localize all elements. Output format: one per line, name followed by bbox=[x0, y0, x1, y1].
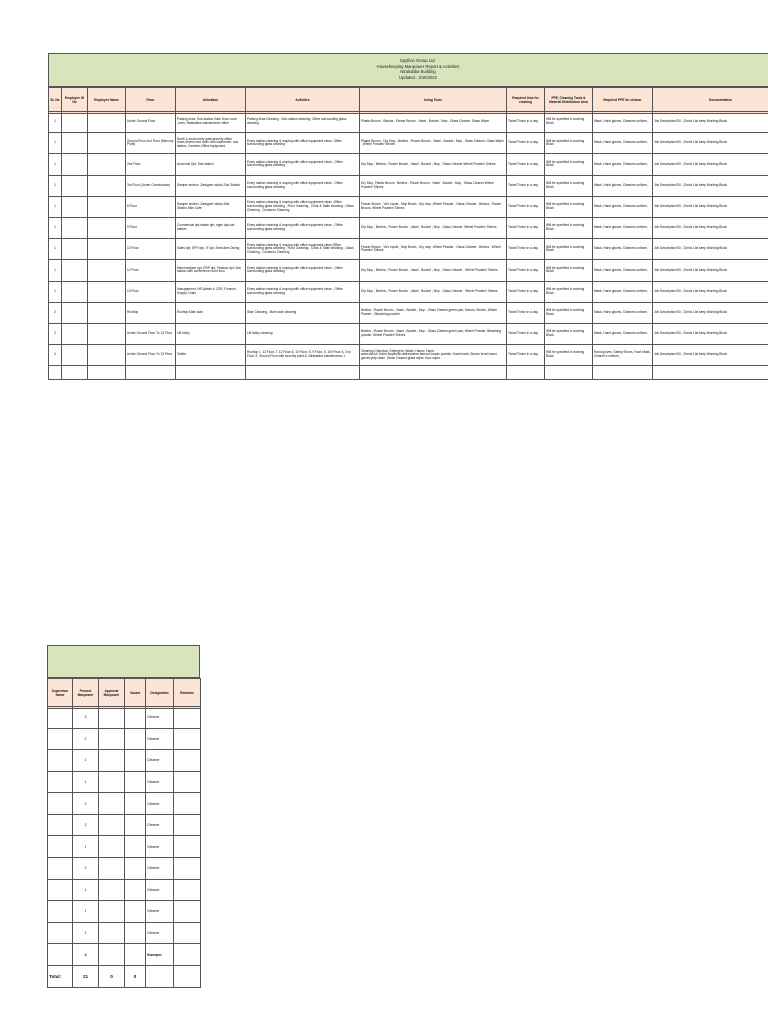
cell-ppe_area: Will be specified in working Block bbox=[545, 154, 593, 175]
cell-present: 1 bbox=[73, 750, 99, 772]
table-row bbox=[49, 239, 768, 260]
cell-empty bbox=[62, 175, 88, 196]
cell-approval bbox=[99, 771, 125, 793]
cell-time: Twice/Thrice in a day bbox=[507, 196, 545, 217]
cell-vacant bbox=[125, 858, 146, 880]
cell-sl: 2 bbox=[49, 323, 62, 344]
cell-floor: Under Ground Floor To 13 Floor bbox=[126, 345, 176, 366]
table-row bbox=[49, 196, 768, 217]
table-row bbox=[49, 112, 768, 133]
summary-row bbox=[48, 879, 201, 901]
cell-ppe_area: Will be specified in working Block bbox=[545, 175, 593, 196]
cell-tools: Cleaning Chemical, Detergent, Water, Harpic, Hand wash,Brush,Toiled,Napthelin,airfreshener,aerosol,harpic powder, Hand towel, Broom brush,hand gloves,jelly clean, Glass Cleaner,glass wiper, floor wiper. bbox=[360, 345, 507, 366]
cell-documentation: Job Description/SIl , Check List keep Working Block bbox=[653, 175, 768, 196]
cell-remarks bbox=[174, 750, 201, 772]
cell-supervisor bbox=[48, 922, 73, 944]
building-name: Nirakabba Building bbox=[400, 69, 436, 75]
cell-sl: 1 bbox=[49, 239, 62, 260]
cell-vacant bbox=[125, 793, 146, 815]
main-column-header: Using Tools bbox=[360, 88, 507, 114]
cell-empty bbox=[88, 366, 126, 380]
cell-vacant bbox=[125, 836, 146, 858]
cell-activities: Every station cleaning & moping with office equipment clean,Office surrounding glass cleaning , Floor Cleaning , Chair & Table cleaning , Glass Cleaning , Cockaroo Cleaning bbox=[246, 239, 360, 260]
total-approval: 0 bbox=[99, 965, 125, 987]
summary-row bbox=[48, 901, 201, 923]
cell-ppe_cleaner: Mask, Hand gloves, Cleaners uniform, bbox=[593, 217, 653, 238]
total-present: 21 bbox=[73, 965, 99, 987]
cell-empty bbox=[88, 345, 126, 366]
main-column-header: PPE, Cleaning Tools & Material Distribution Area bbox=[545, 88, 593, 114]
cell-activities: Every station cleaning & moping with office equipment clean , Office surrounding glass cleaning bbox=[246, 281, 360, 302]
cell-ppe_cleaner: Mask, Hand gloves, Cleaners uniform, bbox=[593, 196, 653, 217]
cell-activities: Every station cleaning & moping with office equipment clean , Office surrounding glass cleaning bbox=[246, 217, 360, 238]
cell-approval bbox=[99, 750, 125, 772]
cell-allocation: Lift lobby bbox=[176, 323, 246, 344]
cell-approval bbox=[99, 836, 125, 858]
cell-ppe_cleaner: Mask, Hand gloves, Cleaners uniform, bbox=[593, 323, 653, 344]
summary-column-header: Approval Manpower bbox=[99, 679, 125, 709]
cell-present: 1 bbox=[73, 901, 99, 923]
cell-empty bbox=[62, 366, 88, 380]
table-row bbox=[49, 217, 768, 238]
cell-supervisor bbox=[48, 793, 73, 815]
main-column-header: Allocation bbox=[176, 88, 246, 114]
cell-activities: Every station cleaning & moping with office equipment clean , Office surrounding glass cleaning bbox=[246, 154, 360, 175]
table-row bbox=[49, 281, 768, 302]
cell-allocation: Sample section ,Designer studio,Sub Station,Slim Cafe bbox=[176, 196, 246, 217]
cell-supervisor bbox=[48, 750, 73, 772]
cell-documentation: Job Description/SIl , Check List keep Working Block bbox=[653, 239, 768, 260]
summary-row bbox=[48, 922, 201, 944]
cell-ppe_area: Will be specified in working Block bbox=[545, 345, 593, 366]
cell-empty bbox=[62, 323, 88, 344]
cell-activities: Lift lobby cleaning bbox=[246, 323, 360, 344]
cell-present: 2 bbox=[73, 793, 99, 815]
cell-empty bbox=[88, 260, 126, 281]
cell-remarks bbox=[174, 922, 201, 944]
cell-tools: Dry Mop , Betcha , Flower Broom , Vasel , Bucket , Mop , Glass Cleaner , Wheel Powder/ Shines bbox=[360, 260, 507, 281]
cell-activities: Rooftop 1, 13 Floor-7, 12 Floor-6, 10 Floor- 5, 9 Floor- 5, 3rd Floor-5, 2nd Floor-3, Ground Floor with security point-6, Nirakabba maintenance-1 bbox=[246, 345, 360, 366]
cell-activities: Every station cleaning & moping with office equipment clean , Office surrounding glass cleaning bbox=[246, 260, 360, 281]
cell-floor: 2nd Floor bbox=[126, 154, 176, 175]
cell-empty bbox=[62, 133, 88, 154]
cell-present: 1 bbox=[73, 879, 99, 901]
cell-sl: 1 bbox=[49, 196, 62, 217]
cell-documentation: Job Description/SIl , Check List keep Working Block bbox=[653, 260, 768, 281]
cell-ppe_area: Will be specified in working Block bbox=[545, 281, 593, 302]
cell-vacant bbox=[125, 901, 146, 923]
cell-sl: 1 bbox=[49, 133, 62, 154]
cell-documentation: Job Description/SIl , Check List keep Working Block bbox=[653, 196, 768, 217]
cell-time: Twice/Thrice in a day bbox=[507, 239, 545, 260]
summary-row bbox=[48, 750, 201, 772]
cell-empty bbox=[62, 112, 88, 133]
cell-supervisor bbox=[48, 836, 73, 858]
cell-empty bbox=[88, 154, 126, 175]
cell-empty bbox=[62, 217, 88, 238]
cell-ppe_area: Will be specified in working Block bbox=[545, 112, 593, 133]
cell-designation: Cleaner bbox=[146, 793, 174, 815]
main-column-header: Documentation bbox=[653, 88, 768, 114]
cell-ppe_cleaner: Mask, Hand gloves, Cleaners uniform, bbox=[593, 302, 653, 323]
table-row bbox=[49, 154, 768, 175]
cell-present: 1 bbox=[73, 836, 99, 858]
cell-approval bbox=[99, 922, 125, 944]
cell-vacant bbox=[125, 944, 146, 966]
summary-row bbox=[48, 707, 201, 729]
cell-sl: 1 bbox=[49, 217, 62, 238]
cell-empty bbox=[62, 281, 88, 302]
cell-ppe_cleaner: Mask, Hand gloves, Cleaners uniform, bbox=[593, 154, 653, 175]
cell-documentation: Job Description/SIl , Check List keep Working Block bbox=[653, 217, 768, 238]
cell-empty bbox=[88, 239, 126, 260]
cell-approval bbox=[99, 728, 125, 750]
table-row bbox=[49, 260, 768, 281]
cell-empty bbox=[174, 965, 201, 987]
report-title-band bbox=[48, 53, 768, 87]
summary-row bbox=[48, 771, 201, 793]
main-table-body bbox=[48, 111, 768, 380]
updated-date: Updated : 3/15/2022 bbox=[399, 74, 437, 80]
cell-floor: 8 Floor bbox=[126, 196, 176, 217]
summary-row bbox=[48, 836, 201, 858]
cell-ppe_area: Will be specified in working Block bbox=[545, 323, 593, 344]
cell-remarks bbox=[174, 793, 201, 815]
cell-remarks bbox=[174, 944, 201, 966]
cell-tools: Plastic Broom , Betcha , Flower Broom , Vasel , Bucket , Mop , Glass Cleaner, Glass Wiper bbox=[360, 112, 507, 133]
cell-vacant bbox=[125, 771, 146, 793]
cell-ppe_cleaner: Mask, Hand gloves, Cleaners uniform, bbox=[593, 281, 653, 302]
cell-empty bbox=[88, 175, 126, 196]
cell-time: Twice/Thrice in a day bbox=[507, 154, 545, 175]
cell-tools: Dry Mop, Plastic Broom , Betcha , Flower Broom , Vasel , Bucket , Mop , Glass Cleaner,Wheel Powder/ Shines bbox=[360, 175, 507, 196]
cell-designation: Sweeper bbox=[146, 944, 174, 966]
cell-supervisor bbox=[48, 944, 73, 966]
cell-sl: 1 bbox=[49, 260, 62, 281]
cell-present: 1 bbox=[73, 771, 99, 793]
cell-time: Twice/Thrice in a day bbox=[507, 133, 545, 154]
cell-vacant bbox=[125, 879, 146, 901]
cell-approval bbox=[99, 858, 125, 880]
cell-remarks bbox=[174, 858, 201, 880]
summary-row bbox=[48, 944, 201, 966]
cell-vacant bbox=[125, 750, 146, 772]
cell-allocation: Rooftop,Main stair bbox=[176, 302, 246, 323]
cell-documentation: Job Description/SIl , Check List keep Working Block bbox=[653, 133, 768, 154]
cell-designation: Cleaner bbox=[146, 836, 174, 858]
cell-empty bbox=[126, 366, 176, 380]
cell-present: 2 bbox=[73, 858, 99, 880]
cell-ppe_cleaner: Hand gloves, Safety Shoes, Face Mask, Cleaner's uniform, bbox=[593, 345, 653, 366]
cell-ppe_cleaner: Mask, Hand gloves, Cleaners uniform, bbox=[593, 239, 653, 260]
cell-ppe_cleaner: Mask, Hand gloves, Cleaners uniform, bbox=[593, 260, 653, 281]
cell-time: Twice/Thrice in a day bbox=[507, 112, 545, 133]
cell-empty bbox=[246, 366, 360, 380]
cell-time: Twice/Thrice in a day bbox=[507, 217, 545, 238]
summary-table-body bbox=[47, 706, 201, 988]
cell-present: 4 bbox=[73, 944, 99, 966]
cell-ppe_area: Will be specified in working Block bbox=[545, 217, 593, 238]
cell-floor: 3rd Floor (Under Construction) bbox=[126, 175, 176, 196]
cell-allocation: Accounts Dpt, Sub station bbox=[176, 154, 246, 175]
cell-remarks bbox=[174, 771, 201, 793]
summary-column-header: Present Manpower bbox=[73, 679, 99, 709]
summary-column-header: Supervisor Name bbox=[48, 679, 73, 709]
cell-floor: Rooftop bbox=[126, 302, 176, 323]
main-column-header: Required time for cleaning bbox=[507, 88, 545, 114]
cell-vacant bbox=[125, 814, 146, 836]
cell-approval bbox=[99, 944, 125, 966]
cell-designation: Cleaner bbox=[146, 707, 174, 729]
cell-time: Twice/Thrice in a day bbox=[507, 175, 545, 196]
table-row bbox=[49, 133, 768, 154]
cell-vacant bbox=[125, 707, 146, 729]
cell-remarks bbox=[174, 707, 201, 729]
cell-tools: Flower Broom , Vim Liquid , Mop Brush , Dry mop ,Wheel Powder , Glass Cleaner , Betcha , Flower Broom, Wheel Powder/ Shines bbox=[360, 196, 507, 217]
cell-documentation: Job Description/SIl , Check List keep Working Block bbox=[653, 281, 768, 302]
cell-empty bbox=[88, 196, 126, 217]
cell-empty bbox=[88, 302, 126, 323]
table-row bbox=[49, 302, 768, 323]
cell-sl: 1 bbox=[49, 112, 62, 133]
cell-empty bbox=[62, 239, 88, 260]
summary-column-header: Vacant bbox=[125, 679, 146, 709]
cell-sl: 1 bbox=[49, 154, 62, 175]
cell-tools: Dry Mop , Betcha , Flower Broom , Vasel , Bucket , Mop , Glass Cleaner , Wheel Powder/ Shines bbox=[360, 281, 507, 302]
cell-empty bbox=[88, 112, 126, 133]
cell-allocation: Commercial dpt,estate dpt, ngen dpt,sub station bbox=[176, 217, 246, 238]
cell-time: Twice/Thrice in a day bbox=[507, 345, 545, 366]
cell-tools: Betcha , Flower Broom , Vasel , Bucket , Mop , Glass Cleaner,green pad, Wheel Powder, Bleaching powder, Wheel Powder/ Shines bbox=[360, 323, 507, 344]
main-column-header: Required PPE for cleaner bbox=[593, 88, 653, 114]
cell-vacant bbox=[125, 922, 146, 944]
cell-supervisor bbox=[48, 771, 73, 793]
summary-row bbox=[48, 728, 201, 750]
cell-designation: Cleaner bbox=[146, 771, 174, 793]
cell-empty bbox=[593, 366, 653, 380]
main-column-header: Floor bbox=[126, 88, 176, 114]
cell-supervisor bbox=[48, 858, 73, 880]
cell-allocation: Sales dpt, EPH dpt, IT dpt, Executive Dining bbox=[176, 239, 246, 260]
cell-empty bbox=[88, 323, 126, 344]
cell-vacant bbox=[125, 728, 146, 750]
cell-floor: 12 Floor bbox=[126, 260, 176, 281]
cell-empty bbox=[62, 154, 88, 175]
cell-documentation: Job Description/SIl , Check List keep Working Block bbox=[653, 345, 768, 366]
cell-ppe_area: Will be specified in working Block bbox=[545, 239, 593, 260]
summary-row bbox=[48, 814, 201, 836]
cell-designation: Cleaner bbox=[146, 814, 174, 836]
cell-activities: Parking Area Cleaning , Sub-station cleaning ,Office surrounding glass cleaning bbox=[246, 112, 360, 133]
cell-tools: Dry Mop , Betcha , Flower Broom , Vasel , Bucket , Mop , Glass Cleaner, Wheel Powder/ Shines bbox=[360, 217, 507, 238]
cell-designation: Cleaner bbox=[146, 879, 174, 901]
cell-floor: 13 Floor bbox=[126, 281, 176, 302]
company-name: Epyllion Group Ltd. bbox=[400, 58, 436, 63]
cell-designation: Cleaner bbox=[146, 922, 174, 944]
cell-present: 1 bbox=[73, 922, 99, 944]
cell-empty bbox=[88, 281, 126, 302]
cell-present: 2 bbox=[73, 728, 99, 750]
cell-remarks bbox=[174, 836, 201, 858]
cell-time: Twice/Thrice in a day bbox=[507, 302, 545, 323]
cell-documentation: Job Description/SIl , Check List keep Working Block bbox=[653, 323, 768, 344]
cell-allocation: Toilets bbox=[176, 345, 246, 366]
cell-empty bbox=[62, 302, 88, 323]
cell-floor: Under Ground Floor bbox=[126, 112, 176, 133]
cell-empty bbox=[507, 366, 545, 380]
cell-allocation: Management, HR,Admin & CSR, Finance , Supply Chain bbox=[176, 281, 246, 302]
cell-remarks bbox=[174, 728, 201, 750]
cell-approval bbox=[99, 879, 125, 901]
cell-ppe_area: Will be specified in working Block bbox=[545, 260, 593, 281]
cell-activities: Every station cleaning & moping with office equipment clean ,Office surrounding glass cleaning , Floor Cleaning , Chair & Table cleaning , Glass Cleaning , Cockaroo Cleaning bbox=[246, 196, 360, 217]
cell-remarks bbox=[174, 879, 201, 901]
cell-supervisor bbox=[48, 901, 73, 923]
cell-empty bbox=[545, 366, 593, 380]
cell-activities: Every station cleaning & moping with office equipment clean , Office surrounding glass cleaning bbox=[246, 175, 360, 196]
cell-ppe_cleaner: Mask, Hand gloves, Cleaners uniform, bbox=[593, 112, 653, 133]
cell-supervisor bbox=[48, 728, 73, 750]
cell-tools: Dry Mop , Betcha , Flower Broom , Vasel , Bucket , Mop , Glass Cleaner,Wheel Powder/ Shines bbox=[360, 154, 507, 175]
cell-supervisor bbox=[48, 879, 73, 901]
cell-floor: 10 Floor bbox=[126, 239, 176, 260]
main-column-header: SL No bbox=[49, 88, 62, 114]
cell-ppe_cleaner: Mask, Hand gloves, Cleaners uniform, bbox=[593, 133, 653, 154]
report-name: Housekeeping Manpower Report & Activities bbox=[376, 63, 460, 69]
cell-time: Twice/Thrice in a day bbox=[507, 281, 545, 302]
cell-supervisor bbox=[48, 814, 73, 836]
cell-floor: 9 Floor bbox=[126, 217, 176, 238]
cell-time: Twice/Thrice in a day bbox=[507, 323, 545, 344]
cell-floor: Ground Floor,2nd Floor (Mercury Point) bbox=[126, 133, 176, 154]
cell-allocation: North & south entry gate,security office room,drivers rest room with washroom, sub-station, Canteen,Office equipment bbox=[176, 133, 246, 154]
cell-designation: Cleaner bbox=[146, 901, 174, 923]
cell-floor: Under Ground Floor To 13 Floor bbox=[126, 323, 176, 344]
table-row bbox=[49, 175, 768, 196]
cell-present: 3 bbox=[73, 707, 99, 729]
cell-ppe_cleaner: Mask, Hand gloves, Cleaners uniform, bbox=[593, 175, 653, 196]
cell-ppe_area: Will be specified in working Block bbox=[545, 196, 593, 217]
cell-supervisor bbox=[48, 707, 73, 729]
cell-tools: Betcha , Flower Broom , Vasel , Bucket , Mop , Glass Cleaner,green pad, Savlon, Shines, Wheel Powder , Bleaching powder bbox=[360, 302, 507, 323]
cell-tools: Plastic Broom , Dry Mop , Betcha , Flower Broom , Vasel , Bucket , Mop , Glass Cleaner, Glass Wiper , Wheel Powder/ Shines bbox=[360, 133, 507, 154]
cell-empty bbox=[88, 217, 126, 238]
cell-empty bbox=[88, 133, 126, 154]
cell-empty bbox=[653, 366, 768, 380]
cell-allocation: Sample section ,Designer studio,Sub Station bbox=[176, 175, 246, 196]
cell-empty bbox=[360, 366, 507, 380]
cell-documentation: Job Description/SIl , Check List keep Working Block bbox=[653, 154, 768, 175]
total-label: Total: bbox=[48, 965, 73, 987]
total-vacant: 0 bbox=[125, 965, 146, 987]
cell-present: 2 bbox=[73, 814, 99, 836]
cell-time: Twice/Thrice in a day bbox=[507, 260, 545, 281]
cell-sl: 1 bbox=[49, 281, 62, 302]
summary-column-header: Designation bbox=[146, 679, 174, 709]
cell-sl: 1 bbox=[49, 175, 62, 196]
summary-column-header: Remarks bbox=[174, 679, 201, 709]
cell-empty bbox=[62, 196, 88, 217]
cell-empty bbox=[146, 965, 174, 987]
main-column-header: Employee Name bbox=[88, 88, 126, 114]
cell-allocation: Parking Area, Sub-station,Gate Door room ,Lens, Nirakabba maintenance office bbox=[176, 112, 246, 133]
cell-remarks bbox=[174, 814, 201, 836]
summary-title-band bbox=[47, 645, 200, 678]
cell-documentation: Job Description/SIl , Check List keep Working Block bbox=[653, 112, 768, 133]
cell-designation: Cleaner bbox=[146, 750, 174, 772]
table-row bbox=[49, 345, 768, 366]
cell-ppe_area: Will be specified in working Block bbox=[545, 302, 593, 323]
summary-table-header bbox=[47, 678, 201, 709]
cell-allocation: Merchandiser dpt, ERP dpt, Finance dpt, Sub station with conference room floor bbox=[176, 260, 246, 281]
cell-approval bbox=[99, 707, 125, 729]
cell-empty bbox=[62, 260, 88, 281]
cell-activities: Every station cleaning & moping with office equipment clean, Office surrounding glass cleaning bbox=[246, 133, 360, 154]
cell-approval bbox=[99, 793, 125, 815]
cell-sl: 2 bbox=[49, 302, 62, 323]
cell-approval bbox=[99, 901, 125, 923]
cell-documentation: Job Description/SIl , Check List keep Working Block bbox=[653, 302, 768, 323]
table-row bbox=[49, 323, 768, 344]
cell-empty bbox=[49, 366, 62, 380]
summary-total-row bbox=[48, 965, 201, 987]
table-row-blank bbox=[49, 366, 768, 380]
main-column-header: Employee ID No bbox=[62, 88, 88, 114]
summary-row bbox=[48, 793, 201, 815]
cell-remarks bbox=[174, 901, 201, 923]
cell-designation: Cleaner bbox=[146, 728, 174, 750]
cell-tools: Flower Broom , Vim Liquid , Mop Brush , Dry mop ,Wheel Powder , Glass Cleaner , Betcha , Wheel Powder/ Shines bbox=[360, 239, 507, 260]
cell-empty bbox=[176, 366, 246, 380]
cell-designation: Cleaner bbox=[146, 858, 174, 880]
main-column-header: Activities bbox=[246, 88, 360, 114]
summary-row bbox=[48, 858, 201, 880]
cell-ppe_area: Will be specified in working Block bbox=[545, 133, 593, 154]
cell-activities: Stair Cleaning , Main stair cleaning bbox=[246, 302, 360, 323]
cell-empty bbox=[62, 345, 88, 366]
cell-approval bbox=[99, 814, 125, 836]
cell-sl: 4 bbox=[49, 345, 62, 366]
